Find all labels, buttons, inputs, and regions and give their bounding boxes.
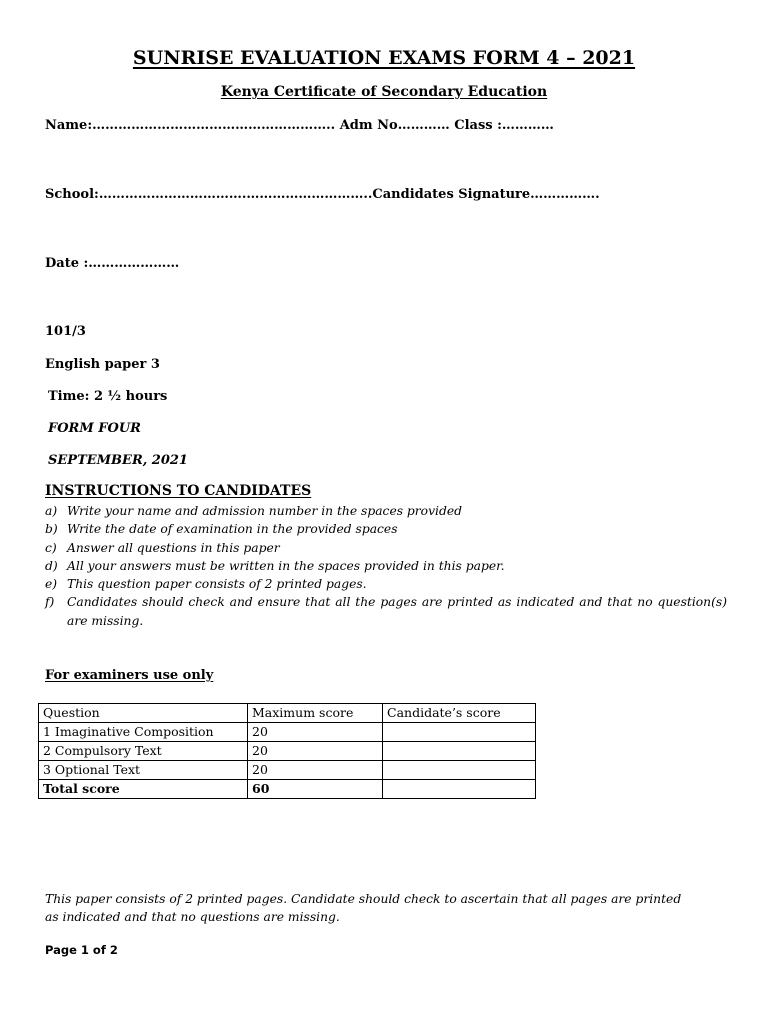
instruction-item xyxy=(45,593,727,630)
examiners-heading: For examiners use only xyxy=(45,668,214,683)
question-cell: 2 Compulsory Text xyxy=(39,742,248,761)
total-label-cell: Total score xyxy=(39,780,248,799)
paper-date: SEPTEMBER, 2021 xyxy=(48,453,188,468)
instruction-item xyxy=(45,539,727,557)
school-signature-field: School:…………………………….………………………..Candidates Signature……………. xyxy=(45,187,600,202)
candidate-score-cell xyxy=(383,723,536,742)
instruction-item xyxy=(45,557,727,575)
total-candidate-cell xyxy=(383,780,536,799)
exam-title: SUNRISE EVALUATION EXAMS FORM 4 – 2021 xyxy=(132,47,636,69)
instruction-marker: e) xyxy=(45,577,58,592)
instruction-marker: c) xyxy=(45,540,57,555)
table-row xyxy=(39,761,536,780)
instructions-list xyxy=(45,502,727,630)
column-header-max-score: Maximum score xyxy=(248,704,383,723)
page-number: Page 1 of 2 xyxy=(45,943,118,957)
instruction-marker: f) xyxy=(45,595,55,610)
instruction-marker: d) xyxy=(45,558,58,573)
candidate-score-cell xyxy=(383,742,536,761)
instruction-text: Answer all questions in this paper xyxy=(67,540,280,555)
date-field: Date :………………… xyxy=(45,256,180,271)
question-cell: 1 Imaginative Composition xyxy=(39,723,248,742)
score-table xyxy=(38,703,536,799)
max-score-cell: 20 xyxy=(248,723,383,742)
instruction-item xyxy=(45,520,727,538)
instruction-text: All your answers must be written in the spaces provided in this paper. xyxy=(67,558,505,573)
total-max-cell: 60 xyxy=(248,780,383,799)
instruction-marker: a) xyxy=(45,504,58,518)
paper-code: 101/3 xyxy=(45,324,86,339)
instruction-text: Candidates should check and ensure that all the pages are printed as indicated and that no question(s) are missing. xyxy=(67,595,727,628)
paper-name: English paper 3 xyxy=(45,357,160,372)
footer-note: This paper consists of 2 printed pages. Candidate should check to ascertain that all pages are printed as indicated and that no questions are missing. xyxy=(45,892,682,924)
table-header-row xyxy=(39,704,536,723)
name-adm-class-field: Name:……………………………………………….. Adm No………… Class :………… xyxy=(45,118,554,133)
instruction-item xyxy=(45,575,727,593)
instructions-heading: INSTRUCTIONS TO CANDIDATES xyxy=(45,483,312,499)
instruction-text: Write the date of examination in the provided spaces xyxy=(67,522,398,537)
max-score-cell: 20 xyxy=(248,761,383,780)
candidate-score-cell xyxy=(383,761,536,780)
max-score-cell: 20 xyxy=(248,742,383,761)
paper-form: FORM FOUR xyxy=(48,421,141,436)
table-total-row xyxy=(39,780,536,799)
question-cell: 3 Optional Text xyxy=(39,761,248,780)
column-header-candidate-score: Candidate’s score xyxy=(383,704,536,723)
table-row xyxy=(39,723,536,742)
exam-subtitle: Kenya Certificate of Secondary Education xyxy=(220,84,548,100)
instruction-text: Write your name and admission number in the spaces provided xyxy=(67,504,462,518)
column-header-question: Question xyxy=(39,704,248,723)
table-row xyxy=(39,742,536,761)
instruction-text: This question paper consists of 2 printed pages. xyxy=(67,577,367,592)
paper-time: Time: 2 ½ hours xyxy=(48,389,168,404)
instruction-item xyxy=(45,502,727,520)
instruction-marker: b) xyxy=(45,522,58,537)
